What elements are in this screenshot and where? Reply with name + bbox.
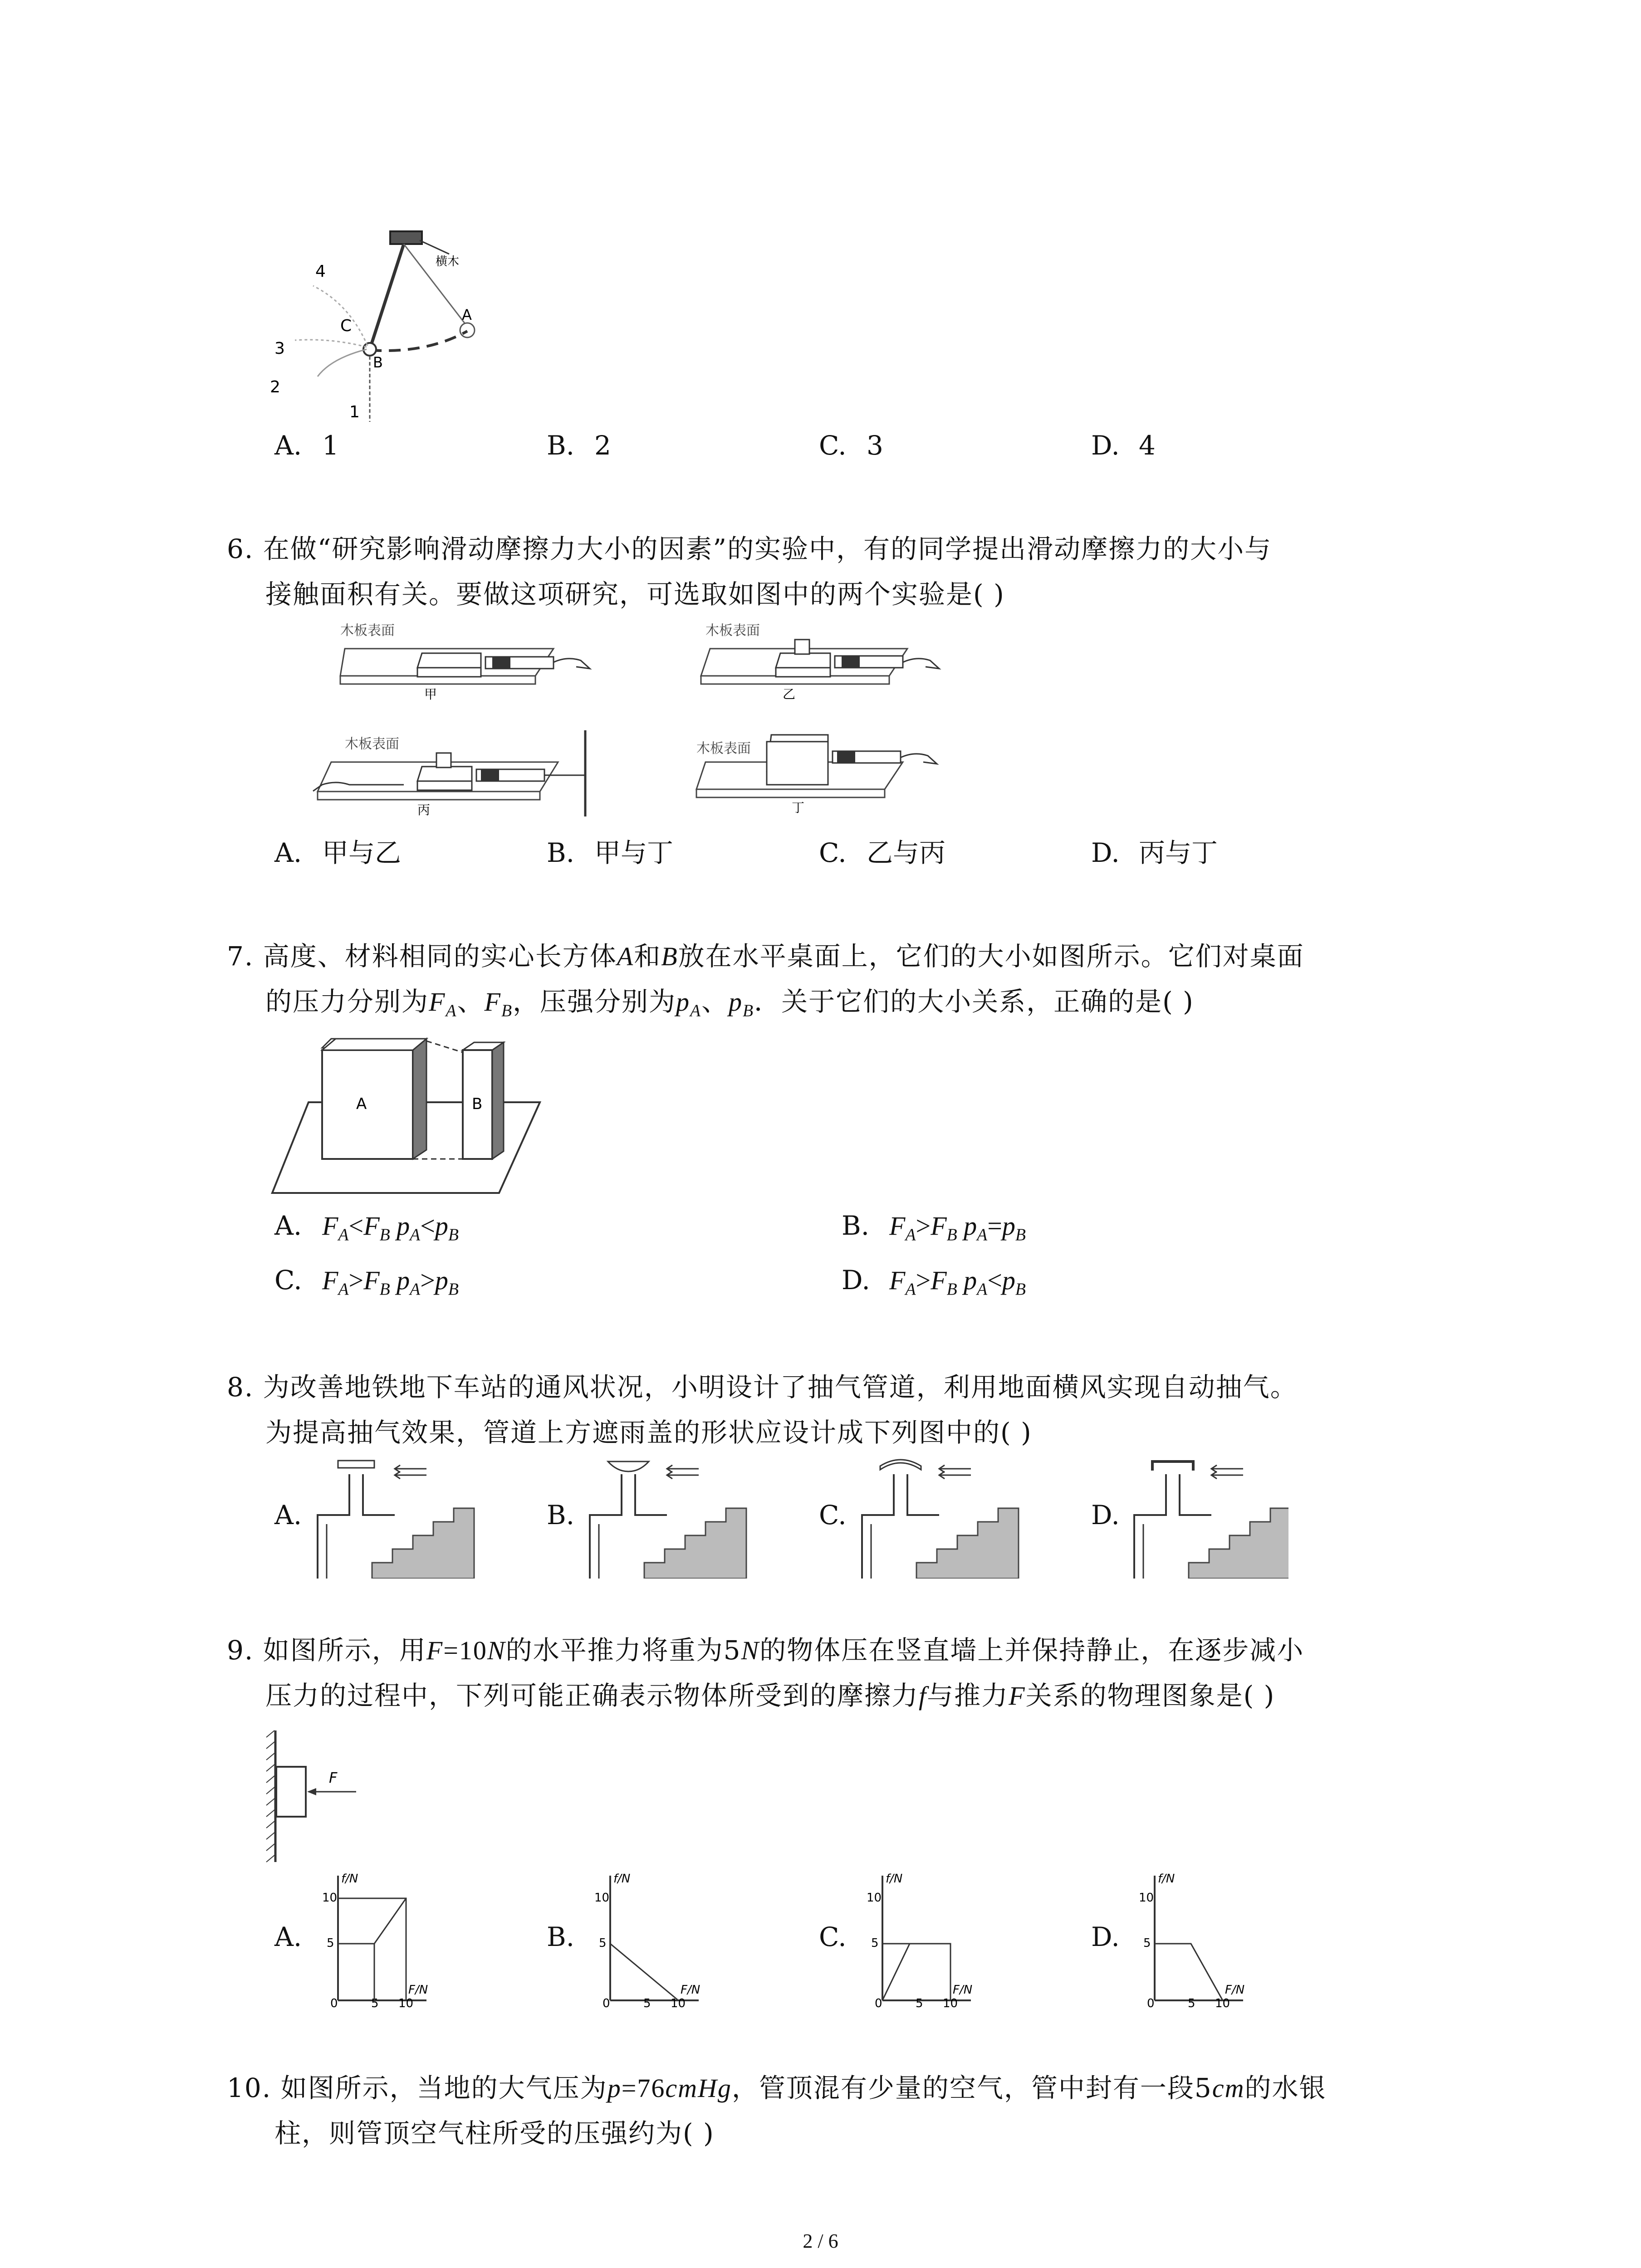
q8-option-d[interactable]: D. (1091, 1500, 1120, 1530)
q9-option-c[interactable]: C. (819, 1921, 847, 1952)
svg-text:10: 10 (594, 1891, 610, 1905)
q5-option-b[interactable]: B. 2 (547, 430, 611, 461)
svg-text:5: 5 (599, 1936, 607, 1950)
svg-text:F/N: F/N (953, 1983, 973, 1997)
q8-duct-a (318, 1461, 474, 1579)
svg-text:10: 10 (943, 1997, 958, 2009)
svg-text:F: F (329, 1769, 338, 1786)
q6-stem-line2: 接触面积有关。要做这项研究，可选取如图中的两个实验是( ) (265, 579, 1005, 610)
svg-text:f/N: f/N (613, 1872, 631, 1886)
svg-text:F/N: F/N (408, 1983, 428, 1997)
q10-stem-line2: 柱，则管顶空气柱所受的压强约为( ) (274, 2118, 715, 2149)
svg-text:木板表面: 木板表面 (345, 736, 399, 752)
svg-text:10: 10 (1139, 1891, 1154, 1905)
svg-text:4: 4 (315, 262, 326, 281)
svg-text:木板表面: 木板表面 (340, 623, 395, 639)
q6-fig-jia (340, 623, 590, 702)
svg-text:C: C (340, 317, 352, 335)
q8-duct-c (862, 1460, 1019, 1579)
q9-graph-d (1139, 1869, 1257, 2009)
svg-text:2: 2 (270, 378, 280, 396)
svg-text:10: 10 (867, 1891, 882, 1905)
svg-text:1: 1 (349, 403, 360, 421)
svg-text:5: 5 (1143, 1936, 1151, 1950)
svg-text:A: A (462, 306, 472, 323)
svg-text:木板表面: 木板表面 (705, 623, 760, 639)
svg-text:f/N: f/N (1158, 1872, 1175, 1886)
q7-option-b[interactable]: B. $F_A>F_B$ $p_A=p_B$ (842, 1210, 1026, 1245)
svg-text:10: 10 (322, 1891, 338, 1905)
q5-option-c[interactable]: C. 3 (819, 430, 883, 461)
q8-option-a[interactable]: A. (274, 1500, 302, 1530)
q5-option-a[interactable]: A. 1 (274, 430, 339, 461)
q5-option-d[interactable]: D. 4 (1091, 430, 1156, 461)
svg-text:10: 10 (671, 1997, 686, 2009)
svg-text:丙: 丙 (417, 802, 431, 817)
q7-stem-line1: 7. 高度、材料相同的实心长方体A和B放在水平桌面上，它们的大小如图所示。它们对桌面 (227, 941, 1304, 972)
q9-option-b[interactable]: B. (547, 1921, 575, 1952)
q7-blocks-figure (268, 1030, 549, 1202)
svg-text:5: 5 (1188, 1997, 1195, 2009)
svg-text:10: 10 (398, 1997, 414, 2009)
q6-stem-line1: 6. 在做“研究影响滑动摩擦力大小的因素”的实验中，有的同学提出滑动摩擦力的大小与 (227, 533, 1272, 564)
q7-option-a[interactable]: A. $F_A<F_B$ $p_A<p_B$ (274, 1210, 459, 1245)
q7-option-d[interactable]: D. $F_A>F_B$ $p_A<p_B$ (842, 1265, 1026, 1299)
q6-option-c[interactable]: C. 乙与丙 (819, 837, 946, 868)
svg-text:B: B (472, 1095, 483, 1113)
q6-option-d[interactable]: D. 丙与丁 (1091, 837, 1218, 868)
q9-graph-a (322, 1869, 440, 2009)
svg-text:0: 0 (875, 1997, 882, 2009)
q6-fig-bing (313, 730, 585, 817)
svg-text:B: B (373, 354, 383, 371)
svg-text:F/N: F/N (1225, 1983, 1245, 1997)
q8-option-c[interactable]: C. (819, 1500, 847, 1530)
svg-text:5: 5 (327, 1936, 334, 1950)
svg-text:3: 3 (274, 339, 285, 358)
q8-duct-d (1134, 1461, 1288, 1579)
q9-stem-line2: 压力的过程中，下列可能正确表示物体所受到的摩擦力f与推力F关系的物理图象是( ) (265, 1680, 1275, 1711)
svg-text:5: 5 (916, 1997, 923, 2009)
q9-graph-c (867, 1869, 985, 2009)
svg-text:5: 5 (371, 1997, 379, 2009)
q6-fig-yi (701, 623, 939, 702)
q7-stem-line2: 的压力分别为$F_A$、$F_B$，压强分别为$p_A$、$p_B$．关于它们的大小关系，正确的是( ) (265, 986, 1194, 1021)
svg-text:乙: 乙 (783, 687, 796, 702)
svg-text:甲: 甲 (424, 687, 437, 702)
svg-text:丁: 丁 (792, 800, 805, 815)
svg-text:0: 0 (330, 1997, 338, 2009)
q8-option-b[interactable]: B. (547, 1500, 575, 1530)
svg-text:5: 5 (871, 1936, 879, 1950)
svg-text:0: 0 (1147, 1997, 1155, 2009)
svg-text:0: 0 (603, 1997, 610, 2009)
svg-text:F/N: F/N (681, 1983, 700, 1997)
svg-text:5: 5 (643, 1997, 651, 2009)
q8-duct-figures (313, 1456, 1288, 1579)
q8-stem-line2: 为提高抽气效果，管道上方遮雨盖的形状应设计成下列图中的( ) (265, 1417, 1032, 1448)
q9-option-a[interactable]: A. (274, 1921, 302, 1952)
svg-text:f/N: f/N (341, 1872, 358, 1886)
q6-friction-figure (268, 617, 1062, 826)
q6-fig-ding (696, 735, 937, 815)
svg-text:10: 10 (1215, 1997, 1230, 2009)
q7-option-c[interactable]: C. $F_A>F_B$ $p_A>p_B$ (274, 1265, 459, 1299)
q9-stem-line1: 9. 如图所示，用F=10N的水平推力将重为5N的物体压在竖直墙上并保持静止，在逐步减小 (227, 1635, 1304, 1666)
q10-stem-line1: 10. 如图所示，当地的大气压为p=76cmHg，管顶混有少量的空气，管中封有一段5cm的水银 (227, 2072, 1327, 2103)
q9-wall-figure (265, 1728, 383, 1864)
q8-duct-b (590, 1461, 746, 1579)
q8-stem-line1: 8. 为改善地铁地下车站的通风状况，小明设计了抽气管道，利用地面横风实现自动抽气。 (227, 1372, 1298, 1403)
svg-text:木板表面: 木板表面 (696, 741, 751, 757)
svg-text:f/N: f/N (886, 1872, 903, 1886)
page-number: 2 / 6 (803, 2230, 838, 2252)
q5-pendulum-figure (254, 218, 508, 431)
q9-option-d[interactable]: D. (1091, 1921, 1120, 1952)
q6-option-a[interactable]: A. 甲与乙 (274, 837, 402, 868)
q6-option-b[interactable]: B. 甲与丁 (547, 837, 674, 868)
svg-text:A: A (356, 1095, 367, 1113)
q9-graph-b (594, 1869, 712, 2009)
svg-text:横木: 横木 (436, 255, 460, 269)
